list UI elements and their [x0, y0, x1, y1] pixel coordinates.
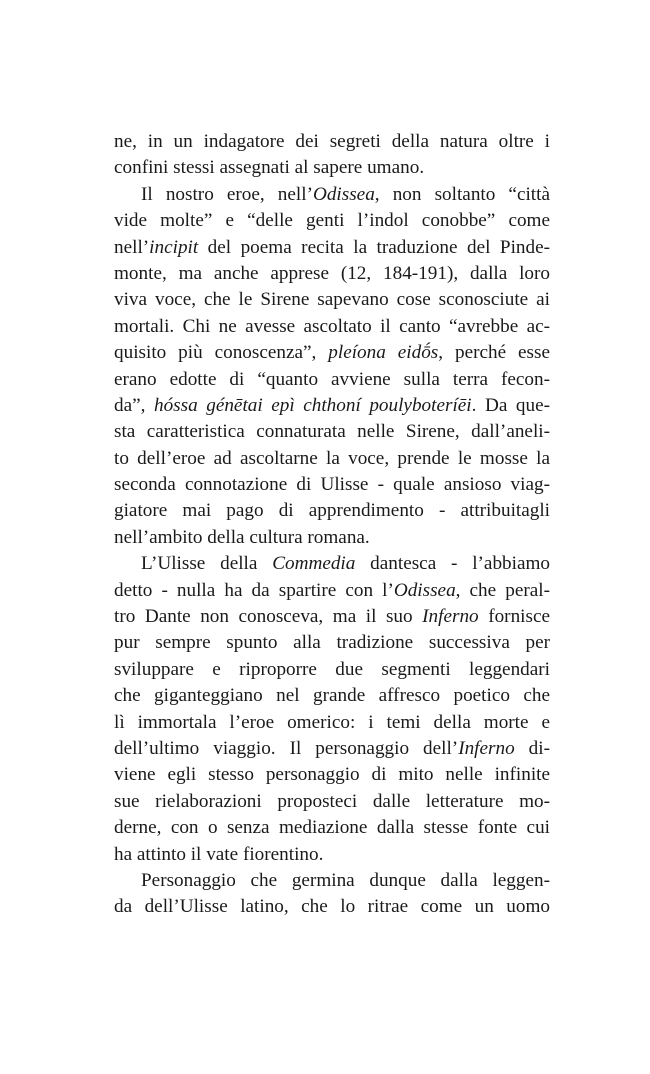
italic-text: Inferno [458, 737, 515, 759]
text-line [114, 683, 550, 709]
text-line [114, 578, 550, 604]
text-run: lì immortala l’eroe omerico: i temi della morte e [114, 711, 550, 733]
text-run: quisito più conoscenza”, [114, 342, 329, 364]
italic-text: Commedia [272, 553, 356, 575]
text-run: fornisce [478, 606, 550, 628]
text-run: dantesca - l’abbiamo [355, 553, 550, 575]
text-line [114, 182, 550, 208]
paragraph [114, 182, 550, 551]
text-run: pur sempre spunto alla tradizione successiva per [114, 632, 550, 654]
text-run: seconda connotazione di Ulisse - quale ansioso viag- [114, 474, 550, 496]
text-run: L’Ulisse della [141, 553, 273, 575]
text-line [114, 894, 550, 920]
text-run: , non soltanto “città [374, 183, 550, 205]
text-run: , che peral- [455, 579, 550, 601]
text-run: sviluppare e riproporre due segmenti leggendari [114, 658, 550, 680]
text-run: di- [514, 737, 550, 759]
italic-text: pleíona eidṓs [328, 342, 439, 364]
text-run: ne, in un indagatore dei segreti della natura oltre i [114, 131, 550, 152]
text-run: confini stessi assegnati al sapere umano. [114, 157, 425, 179]
text-line [114, 235, 550, 261]
text-line [114, 551, 550, 577]
text-run: sue rielaborazioni proposteci dalle letterature mo- [114, 790, 550, 812]
text-line [114, 129, 550, 155]
italic-text: hóssa génētai epì chthoní poulyboteríēi [153, 394, 472, 416]
text-line [114, 815, 550, 841]
text-line [114, 472, 550, 498]
text-run: viva voce, che le Sirene sapevano cose sconosciute ai [114, 289, 550, 311]
text-run: viene egli stesso personaggio di mito nelle infinite [114, 764, 550, 786]
text-line [114, 446, 550, 472]
text-run: che giganteggiano nel grande affresco poetico che [114, 685, 550, 707]
italic-text: Odissea [312, 183, 375, 205]
text-line [114, 604, 550, 630]
text-line [114, 657, 550, 683]
text-line [114, 842, 550, 868]
text-line [114, 314, 550, 340]
text-run: ha attinto il vate fiorentino. [114, 843, 324, 865]
text-line [114, 789, 550, 815]
italic-text: Inferno [422, 606, 479, 628]
text-line [114, 736, 550, 762]
text-line [114, 498, 550, 524]
text-run: vide molte” e “delle genti l’indol conobbe” come [114, 210, 550, 232]
text-run: . Da que- [471, 394, 550, 416]
italic-text: Odissea [393, 579, 456, 601]
text-line [114, 155, 550, 181]
text-run: detto - nulla ha da spartire con l’ [114, 579, 394, 601]
text-run: Il nostro eroe, nell’ [141, 183, 313, 205]
paragraph [114, 129, 550, 182]
paragraph [114, 551, 550, 868]
text-line [114, 367, 550, 393]
text-run: monte, ma anche apprese (12, 184-191), dalla loro [114, 262, 550, 284]
text-line [114, 393, 550, 419]
text-line [114, 287, 550, 313]
text-run: to dell’eroe ad ascoltarne la voce, prende le mosse la [114, 447, 550, 469]
text-run: erano edotte di “quanto avviene sulla terra fecon- [114, 368, 550, 390]
text-line [114, 868, 550, 894]
text-line [114, 525, 550, 551]
text-run: dell’ultimo viaggio. Il personaggio dell’ [114, 737, 459, 759]
text-line [114, 340, 550, 366]
text-run: mortali. Chi ne avesse ascoltato il canto “avrebbe ac- [114, 315, 550, 337]
text-run: sta caratteristica connaturata nelle Sirene, dall’aneli- [114, 421, 550, 443]
text-line [114, 710, 550, 736]
text-line [114, 261, 550, 287]
text-run: derne, con o senza mediazione dalla stesse fonte cui [114, 817, 550, 839]
text-run: giatore mai pago di apprendimento - attribuitagli [114, 500, 550, 522]
text-run: nell’ambito della cultura romana. [114, 526, 370, 548]
italic-text: incipit [149, 236, 199, 258]
text-line [114, 208, 550, 234]
text-run: del poema recita la traduzione del Pinde- [198, 236, 550, 258]
text-run: tro Dante non conosceva, ma il suo [114, 606, 423, 628]
text-line [114, 762, 550, 788]
text-run: , perché esse [438, 342, 550, 364]
text-run: da”, [114, 394, 154, 416]
text-run: da dell’Ulisse latino, che lo ritrae come un uomo [114, 896, 550, 918]
text-run: Personaggio che germina dunque dalla leggen- [141, 869, 550, 891]
text-line [114, 419, 550, 445]
page-text-block [114, 129, 550, 921]
paragraph [114, 868, 550, 921]
text-run: nell’ [114, 236, 150, 258]
text-line [114, 630, 550, 656]
